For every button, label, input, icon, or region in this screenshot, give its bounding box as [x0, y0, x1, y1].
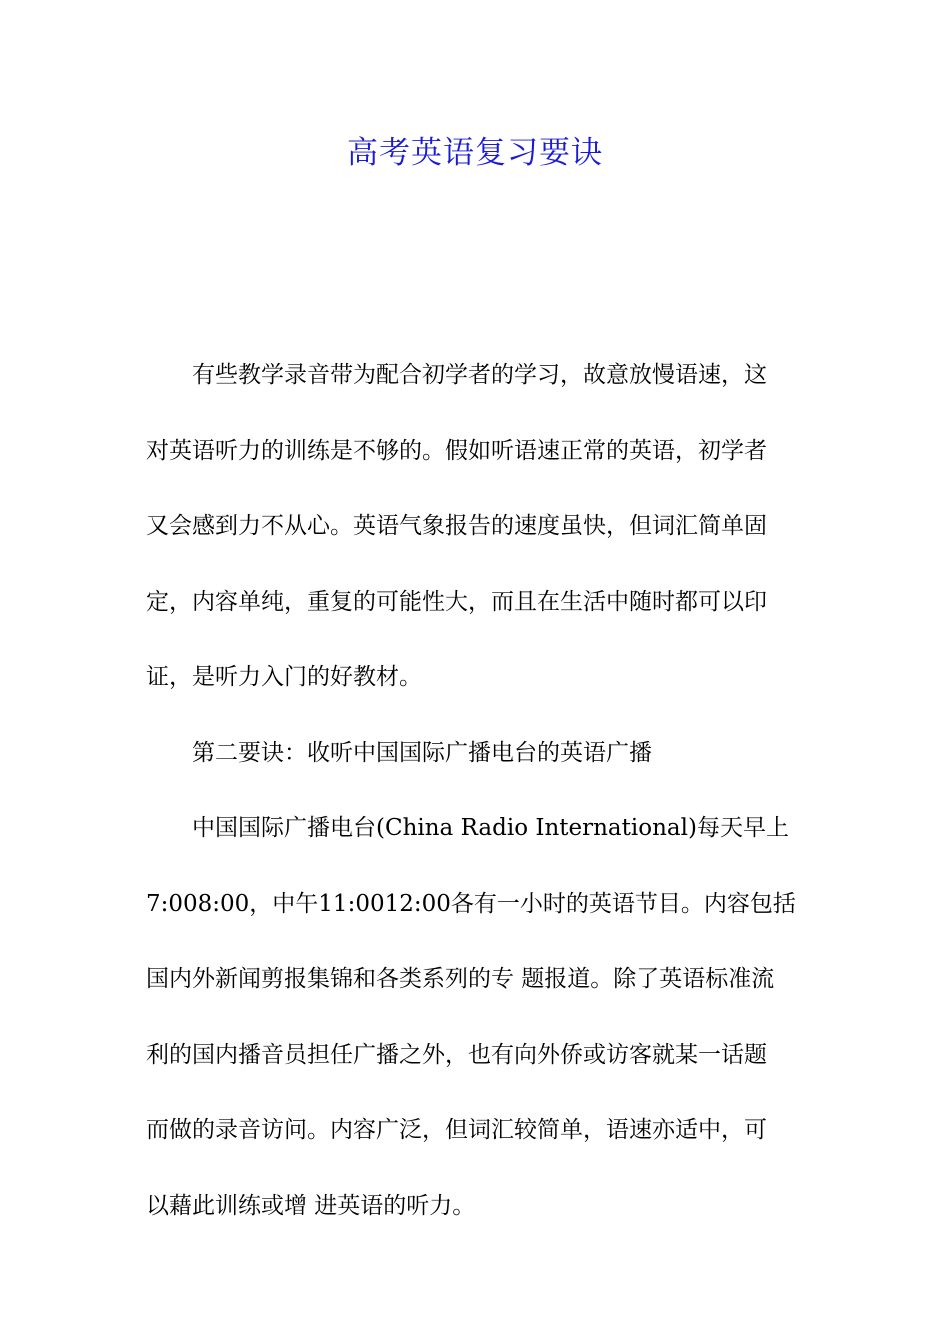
document-body — [146, 338, 808, 1244]
paragraph-3 — [146, 791, 808, 1244]
paragraph-line: 第二要诀：收听中国国际广播电台的英语广播 — [192, 739, 652, 766]
document-title: 高考英语复习要诀 — [347, 135, 603, 171]
paragraph-line: 有些教学录音带为配合初学者的学习，故意放慢语速，这 — [192, 362, 767, 388]
paragraph-line: 国内外新闻剪报集锦和各类系列的专 题报道。除了英语标准流 — [146, 966, 775, 992]
paragraph-line: 中国国际广播电台(China Radio International)每天早上 — [192, 815, 789, 841]
paragraph-line: 7:008:00，中午11:0012:00各有一小时的英语节目。内容包括 — [146, 890, 796, 917]
paragraph-line: 利的国内播音员担任广播之外，也有向外侨或访客就某一话题 — [146, 1041, 767, 1068]
section-heading-2 — [146, 716, 808, 792]
paragraph-line: 而做的录音访问。内容广泛，但词汇较简单，语速亦适中，可 — [146, 1117, 767, 1143]
paragraph-line: 又会感到力不从心。英语气象报告的速度虽快，但词汇简单固 — [146, 513, 767, 539]
paragraph-1 — [146, 338, 808, 716]
paragraph-line: 以藉此训练或增 进英语的听力。 — [146, 1192, 476, 1219]
paragraph-line: 定，内容单纯，重复的可能性大，而且在生活中随时都可以印 — [146, 588, 767, 615]
paragraph-line: 证，是听力入门的好教材。 — [146, 664, 422, 690]
paragraph-line: 对英语听力的训练是不够的。假如听语速正常的英语，初学者 — [146, 437, 767, 464]
